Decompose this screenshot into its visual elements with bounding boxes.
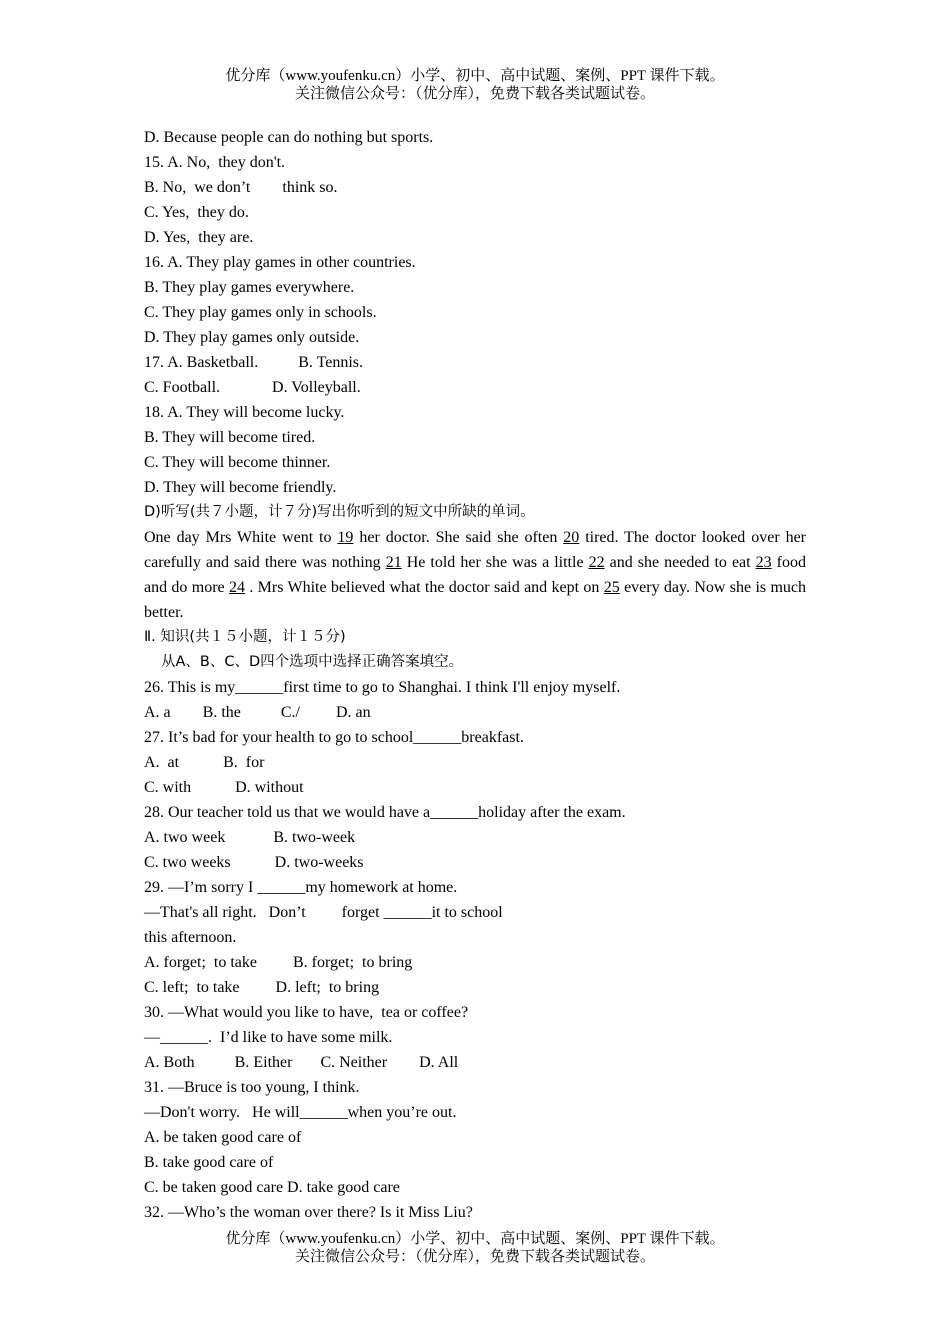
blank-23: 23	[755, 554, 772, 571]
footer-line-2: 关注微信公众号：（优分库），免费下载各类试题试卷。	[294, 1249, 655, 1265]
passage-text: One day Mrs White went to	[144, 529, 338, 546]
blank-25: 25	[603, 579, 620, 596]
page-footer	[0, 1230, 950, 1266]
text-line: A. a B. the C./ D. an	[144, 704, 371, 721]
text-line: D. They play games only outside.	[144, 329, 360, 346]
text-line: —That's all right. Don’t forget ______it to school	[144, 904, 503, 921]
text-line: C. They will become thinner.	[144, 454, 331, 471]
text-line: 17. A. Basketball. B. Tennis.	[144, 354, 364, 371]
blank-19: 19	[337, 529, 354, 546]
section-title: Ⅱ. 知识(共１５小题，计１５分)	[144, 629, 346, 645]
passage-text: her doctor. She said she often	[353, 529, 564, 546]
text-line: D. Because people can do nothing but sports.	[144, 129, 434, 146]
text-line: 28. Our teacher told us that we would have a______holiday after the exam.	[144, 804, 626, 821]
text-line: A. forget; to take B. forget; to bring	[144, 954, 413, 971]
text-line: A. two week B. two-week	[144, 829, 356, 846]
blank-22: 22	[588, 554, 605, 571]
text-line: 30. —What would you like to have, tea or coffee?	[144, 1004, 469, 1021]
text-line: this afternoon.	[144, 929, 237, 946]
text-line: C. with D. without	[144, 779, 304, 796]
passage-text: and she needed to eat	[604, 554, 756, 571]
text-line: 32. —Who’s the woman over there? Is it Miss Liu?	[144, 1204, 473, 1221]
text-line: D. Yes, they are.	[144, 229, 254, 246]
text-line: 29. —I’m sorry I ______my homework at home.	[144, 879, 458, 896]
text-line: A. be taken good care of	[144, 1129, 302, 1146]
text-line: 31. —Bruce is too young, I think.	[144, 1079, 360, 1096]
document-body	[144, 125, 806, 1225]
header-line-1: 优分库（www.youfenku.cn）小学、初中、高中试题、案例、PPT 课件下载。	[225, 68, 725, 84]
page-header	[0, 67, 950, 103]
text-line: D. They will become friendly.	[144, 479, 337, 496]
text-line: 26. This is my______first time to go to Shanghai. I think I'll enjoy myself.	[144, 679, 621, 696]
blank-21: 21	[385, 554, 402, 571]
header-line-2: 关注微信公众号：（优分库），免费下载各类试题试卷。	[294, 86, 655, 102]
listening-options	[144, 125, 806, 500]
dictation-passage	[144, 525, 806, 625]
passage-text: He told her she was a little	[401, 554, 589, 571]
text-line: A. at B. for	[144, 754, 265, 771]
section-instruction: 从A、B、C、D四个选项中选择正确答案填空。	[161, 654, 464, 670]
text-line: —Don't worry. He will______when you’re out.	[144, 1104, 457, 1121]
passage-text: every day. Now she is much better.	[144, 579, 806, 621]
blank-24: 24	[228, 579, 245, 596]
text-line: C. Football. D. Volleyball.	[144, 379, 361, 396]
text-line: 27. It’s bad for your health to go to school______breakfast.	[144, 729, 524, 746]
text-line: B. take good care of	[144, 1154, 274, 1171]
text-line: C. be taken good care D. take good care	[144, 1179, 400, 1196]
text-line: 18. A. They will become lucky.	[144, 404, 345, 421]
grammar-questions	[144, 675, 806, 1225]
footer-line-1: 优分库（www.youfenku.cn）小学、初中、高中试题、案例、PPT 课件下载。	[225, 1231, 725, 1247]
text-line: C. two weeks D. two-weeks	[144, 854, 364, 871]
text-line: A. Both B. Either C. Neither D. All	[144, 1054, 459, 1071]
text-line: B. They will become tired.	[144, 429, 316, 446]
text-line: C. Yes, they do.	[144, 204, 249, 221]
text-line: 16. A. They play games in other countries.	[144, 254, 416, 271]
passage-text: tired. The doctor looked over her carefully and said there was nothing	[144, 529, 806, 571]
passage-text: food and do more	[144, 554, 807, 596]
text-line: C. left; to take D. left; to bring	[144, 979, 380, 996]
text-line: B. They play games everywhere.	[144, 279, 355, 296]
text-line: —______. I’d like to have some milk.	[144, 1029, 393, 1046]
blank-20: 20	[563, 529, 580, 546]
passage-text: . Mrs White believed what the doctor said and kept on	[244, 579, 604, 596]
text-line: C. They play games only in schools.	[144, 304, 377, 321]
text-line: B. No, we don’t think so.	[144, 179, 338, 196]
text-line: 15. A. No, they don't.	[144, 154, 286, 171]
dictation-heading: D)听写(共７小题，计７分)写出你听到的短文中所缺的单词。	[144, 504, 535, 520]
